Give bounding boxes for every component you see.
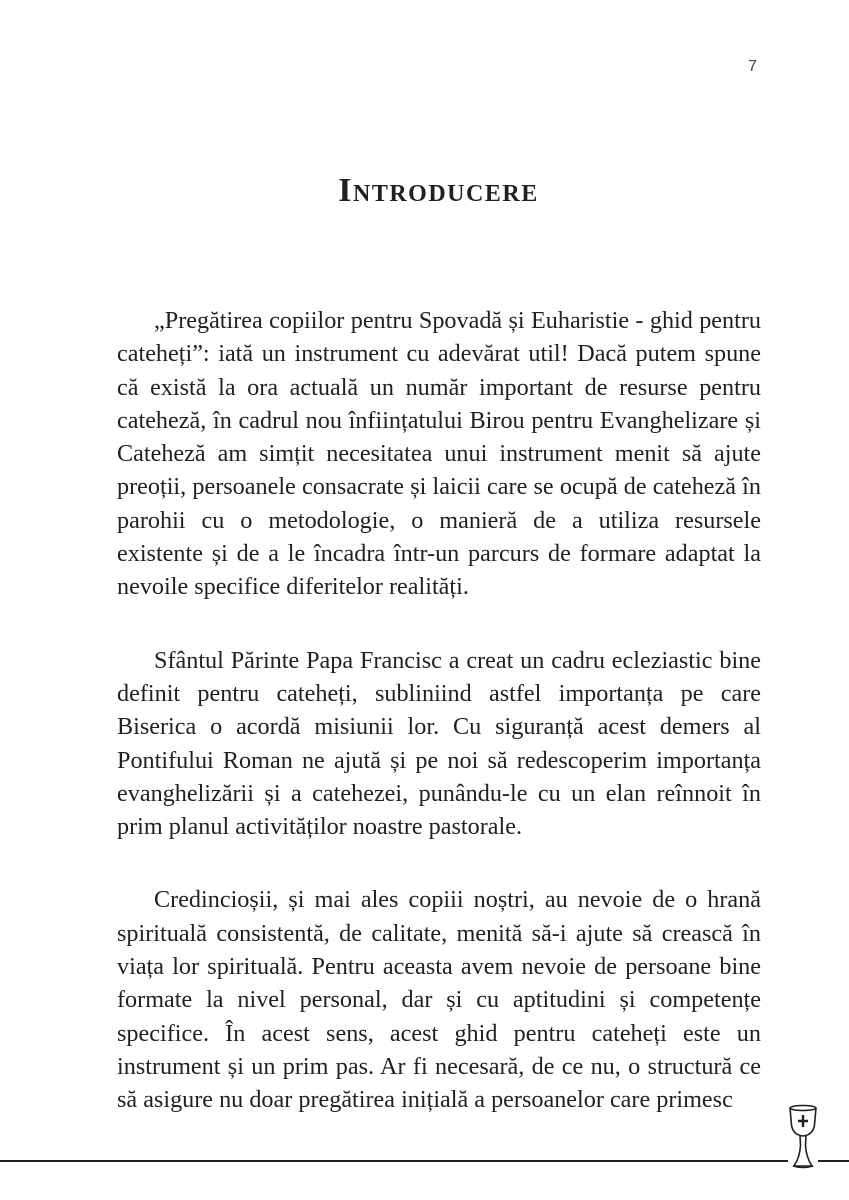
page-number: 7 bbox=[748, 58, 757, 75]
chapter-title: Introducere bbox=[338, 172, 539, 209]
paragraph-2: Sfântul Părinte Papa Francisc a creat un cadru ecleziastic bine definit pentru cateheți, subliniind astfel importanța pe care Biserica o acordă misiunii lor. Cu siguranță acest demers al Pontifului Roman ne ajută și pe noi să redescoperim importanța evanghelizării și a catehezei, punându-le cu un elan reînnoit în prim planul activităților noastre pastorale. bbox=[117, 646, 761, 841]
footer-rule-left bbox=[0, 1160, 788, 1162]
paragraph-3: Credincioșii, și mai ales copiii noștri, au nevoie de o hrană spirituală consistentă, de calitate, menită să-i ajute să crească în viața lor spirituală. Pentru aceasta avem nevoie de persoane bine formate la nivel personal, dar și cu aptitudini și competențe specifice. În acest sens, acest ghid pentru cateheți este un instrument și un prim pas. Ar fi necesară, de ce nu, o structură ce să asigure nu doar pregătirea inițială a persoanelor care primesc bbox=[117, 886, 761, 1114]
chalice-icon bbox=[786, 1103, 820, 1169]
paragraph-1: „Pregătirea copiilor pentru Spovadă și Euharistie - ghid pentru cateheți”: iată un instrument cu adevărat util! Dacă putem spune că există la ora actuală un număr important de resurse pentru cateheză, în cadrul nou înființatului Birou pentru Evanghelizare și Cateheză am simțit necesitatea unui instrument menit să ajute preoții, persoanele consacrate și laicii care se ocupă de cateheză în parohii cu o metodologie, o manieră de a utiliza resursele existente și de a le încadra într-un parcurs de formare adaptat la nevoile specifice diferitelor realități. bbox=[117, 307, 761, 601]
footer-rule-right bbox=[818, 1160, 849, 1162]
body-text bbox=[117, 304, 761, 1157]
